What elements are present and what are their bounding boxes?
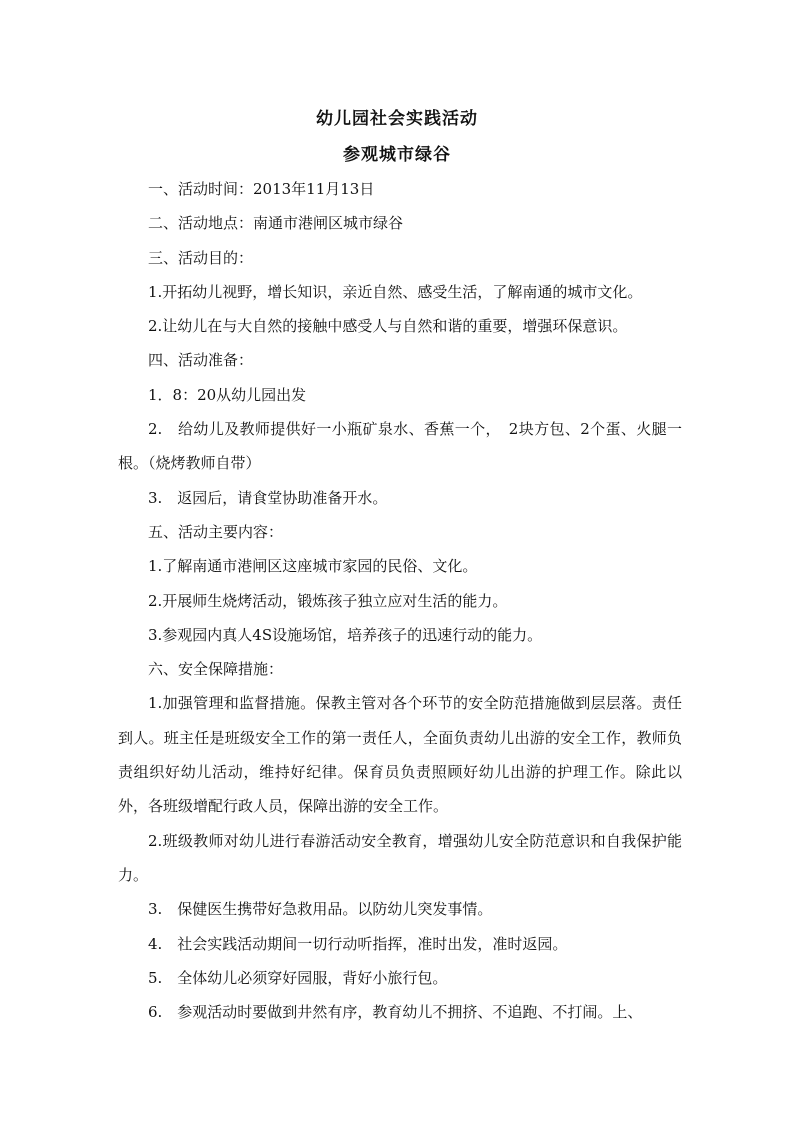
section-heading-content: 五、活动主要内容： bbox=[148, 522, 284, 541]
content-item-3: 3.参观园内真人4S设施场馆，培养孩子的迅速行动的能力。 bbox=[148, 625, 543, 644]
safety-item-3: 3. 保健医生携带好急救用品。以防幼儿突发事情。 bbox=[148, 900, 493, 919]
safety-item-4: 4. 社会实践活动期间一切行动听指挥，准时出发，准时返园。 bbox=[148, 934, 568, 953]
section-heading-preparation: 四、活动准备： bbox=[148, 351, 254, 370]
document-body bbox=[118, 172, 682, 1029]
content-item-1: 1.了解南通市港闸区这座城市家园的民俗、文化。 bbox=[148, 557, 478, 576]
section-heading-safety: 六、安全保障措施： bbox=[148, 660, 284, 679]
document-title: 幼儿园社会实践活动 bbox=[316, 109, 478, 129]
section-heading-time: 一、活动时间：2013年11月13日 bbox=[148, 180, 375, 198]
document-subtitle: 参观城市绿谷 bbox=[343, 145, 451, 165]
safety-item-2: 2.班级教师对幼儿进行春游活动安全教育，增强幼儿安全防范意识和自我保护能力。 bbox=[118, 831, 682, 884]
safety-item-6: 6. 参观活动时要做到井然有序，教育幼儿不拥挤、不追跑、不打闹。上、 bbox=[148, 1003, 643, 1022]
purpose-item-1: 1.开拓幼儿视野，增长知识，亲近自然、感受生活，了解南通的城市文化。 bbox=[148, 282, 643, 301]
preparation-item-2: 2. 给幼儿及教师提供好一小瓶矿泉水、香蕉一个， 2块方包、2个蛋、火腿一根。（烧烤教师自带） bbox=[118, 420, 682, 473]
safety-item-1: 1.加强管理和监督措施。保教主管对各个环节的安全防范措施做到层层落。责任到人。班主任是班级安全工作的第一责任人，全面负责幼儿出游的安全工作，教师负责组织好幼儿活动，维持好纪律。保育员负责照顾好幼儿出游的护理工作。除此以外，各班级增配行政人员，保障出游的安全工作。 bbox=[118, 694, 682, 816]
preparation-item-1: 1．8：20从幼儿园出发 bbox=[148, 385, 307, 404]
section-heading-purpose: 三、活动目的： bbox=[148, 248, 254, 267]
section-heading-location: 二、活动地点：南通市港闸区城市绿谷 bbox=[148, 214, 404, 233]
preparation-item-3: 3. 返园后，请食堂协助准备开水。 bbox=[148, 488, 388, 507]
safety-item-5: 5. 全体幼儿必须穿好园服，背好小旅行包。 bbox=[148, 968, 448, 987]
purpose-item-2: 2.让幼儿在与大自然的接触中感受人与自然和谐的重要，增强环保意识。 bbox=[148, 317, 628, 336]
content-item-2: 2.开展师生烧烤活动，锻炼孩子独立应对生活的能力。 bbox=[148, 591, 508, 610]
